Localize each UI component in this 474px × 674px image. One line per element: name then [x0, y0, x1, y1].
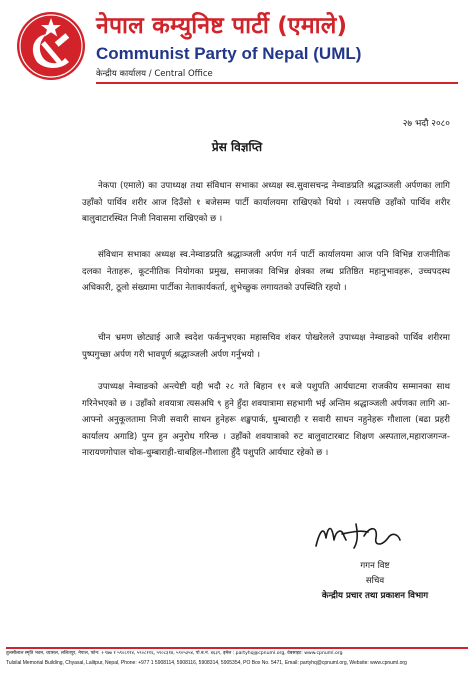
party-emblem-icon [15, 10, 87, 82]
footer-address-nepali: तुलसीलाल स्मृति भवन, च्यासल, ललितपुर, नेपाल, फोन: +९७७ १ ५९०८११४, ५९०८११६, ५९०८३१४, ५९०५३५४, पो.ब.नं. ४६३९, इमेल : partyhq@cpnuml.org, वेबसाइट: www.cpnuml.org [6, 651, 343, 656]
document-title: प्रेस विज्ञप्ति [211, 140, 263, 154]
handwritten-signature [312, 516, 404, 554]
body-paragraph-4: उपाध्यक्ष नेम्वाङको अन्त्येष्टी यही भदौ २८ गते बिहान ११ बजे पशुपति आर्यघाटमा राजकीय सम्मानका साथ गरिनेभएको छ । उहाँको शवयात्रा त्यसअघि ९ हुने हुँदा शवयात्रामा सहभागी भई अन्तिम श्रद्धाञ्जली अर्पणका लागि आ-आफ्नो अनुकूलतामा निजी सवारी साधन हुनेहरू शङ्खपार्क, धुम्बाराही र सवारी साधन नहुनेहरू गौशाला (बढा प्रहरी कार्यालय अगाडि) पुग्न हुन अनुरोध गरिन्छ । उहाँको शवयात्राको रुट बालुवाटारबाट शिक्षण अस्पताल,महाराजगन्ज-नारायणगोपाल चोक-धुम्बाराही-चाबहिल-गौशाला हुँदै पशुपति आर्यघाट रहेको छ । [82, 382, 450, 458]
header-divider [96, 82, 458, 84]
office-label: केन्द्रीय कार्यालय / Central Office [96, 69, 213, 79]
signer-department: केन्द्रीय प्रचार तथा प्रकाशन विभाग [321, 591, 429, 601]
footer-address-english: Tulsilal Memorial Building, Chyasal, Lalitpur, Nepal, Phone: +977 1 5908114, 5908116, 5908314, 5905354, PO Box No. 5471, Email: partyhq@cpnuml.org, Website: www.cpnuml.org [6, 660, 407, 666]
party-name-english: Communist Party of Nepal (UML) [96, 44, 362, 63]
footer-divider [6, 647, 468, 649]
body-paragraph-1: नेकपा (एमाले) का उपाध्यक्ष तथा संविधान सभाका अध्यक्ष स्व.सुवासचन्द्र नेम्वाङप्रति श्रद्धाञ्जली अर्पणका लागि उहाँको पार्थिव शरीर आज दिउँसो १ बजेसम्म पार्टी कार्यालयमा राखिएको थियो । त्यसपछि उहाँको पार्थिव शरीर बालुवाटारस्थित निजी निवासमा राखिएको छ । [82, 181, 450, 224]
signer-name: गगन विष्ट [360, 561, 390, 571]
body-paragraph-2: संविधान सभाका अध्यक्ष स्व.नेम्वाङप्रति श्रद्धाञ्जली अर्पण गर्न पार्टी कार्यालयमा आज पनि विभिन्न राजनीतिक दलका नेताहरू, कूटनीतिक नियोगका प्रमुख, समाजका विभिन्न क्षेत्रका लब्ध प्रतिष्ठित महानुभावहरू, उच्चपदस्थ अधिकारी, ठूलो संख्यामा पार्टीका नेताकार्यकर्ता, शुभेच्छुक लगायतको उपस्थिति रहयो । [82, 250, 450, 293]
letter-date: २७ भदौ २०८० [402, 119, 450, 129]
party-name-nepali: नेपाल कम्युनिष्ट पार्टी (एमाले) [96, 13, 348, 39]
body-paragraph-3: चीन भ्रमण छोट्याई आजै स्वदेश फर्कनुभएका महासचिव शंकर पोखरेलले उपाध्यक्ष नेम्वाङको पार्थिव शरीरमा पुष्पगुच्छा अर्पण गरी भावपूर्ण श्रद्धाञ्जली अर्पण गर्नुभयो । [82, 333, 450, 360]
signer-title: सचिव [365, 576, 385, 586]
